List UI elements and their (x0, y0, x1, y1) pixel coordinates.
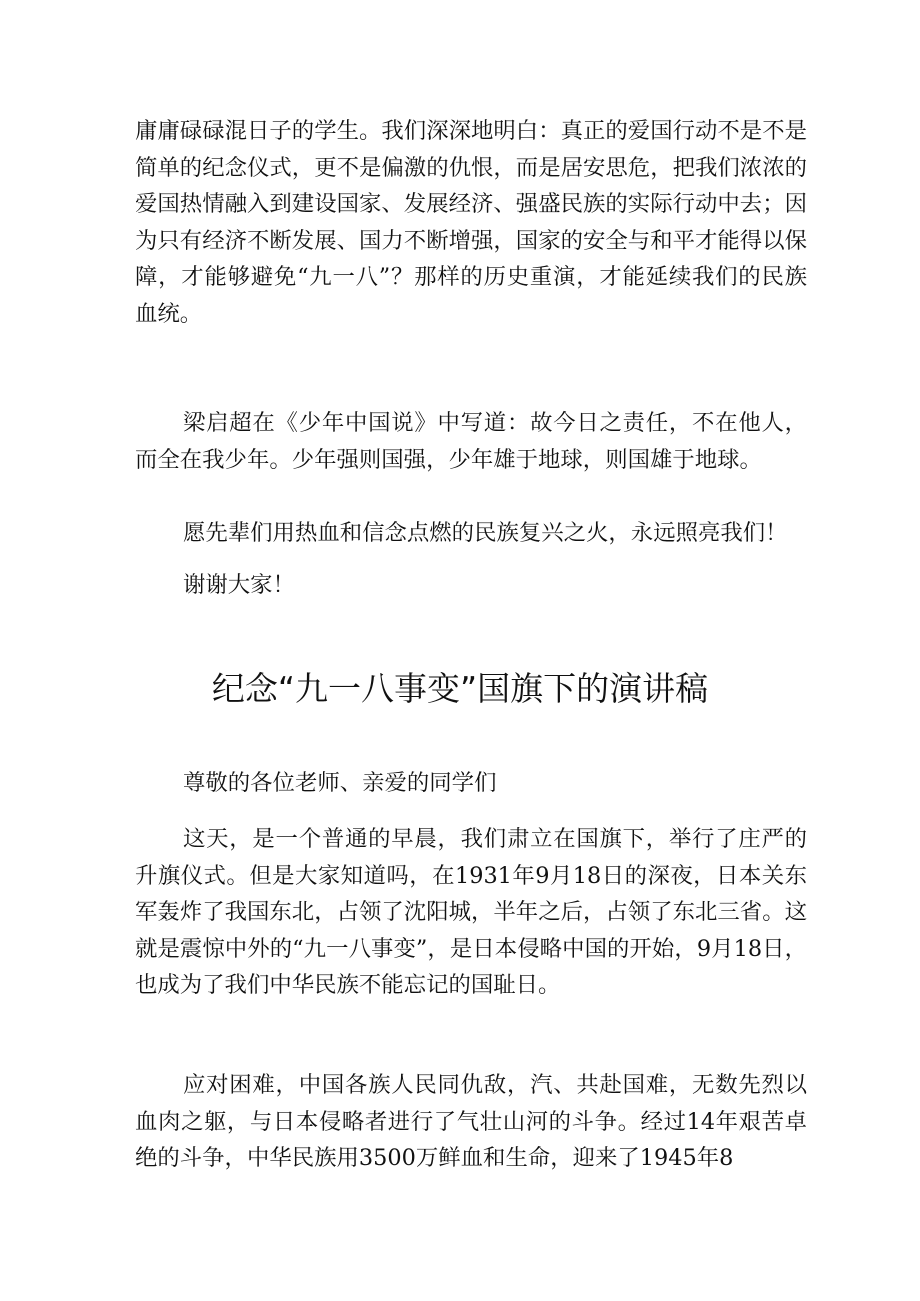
paragraph-history-918: 这天，是一个普通的早晨，我们肃立在国旗下，举行了庄严的升旗仪式。但是大家知道吗，在1931年9月18日的深夜，日本关东军轰炸了我国东北，占领了沈阳城，半年之后，占领了东北三省。这就是震惊中外的“九一八事变”，是日本侵略中国的开始，9月18日，也成为了我们中华民族不能忘记的国耻日。 (135, 826, 807, 999)
paragraph-thanks: 谢谢大家！ (183, 572, 295, 598)
paragraph-liang-qichao-quote: 梁启超在《少年中国说》中写道：故今日之责任，不在他人，而全在我少年。少年强则国强，少年雄于地球，则国雄于地球。 (135, 410, 807, 473)
paragraph-patriotism-action: 庸庸碌碌混日子的学生。我们深深地明白：真正的爱国行动不是不是简单的纪念仪式，更不是偏激的仇恨，而是居安思危，把我们浓浓的爱国热情融入到建设国家、发展经济、强盛民族的实际行动中去；因为只有经济不断发展、国力不断增强，国家的安全与和平才能得以保障，才能够避免“九一八”？那样的历史重演，才能延续我们的民族血统。 (135, 118, 807, 327)
salutation: 尊敬的各位老师、亲爱的同学们 (183, 770, 497, 796)
speech-title: 纪念“九一八事变”国旗下的演讲稿 (211, 669, 709, 708)
paragraph-closing-wish: 愿先辈们用热血和信念点燃的民族复兴之火，永远照亮我们！ (183, 520, 788, 546)
paragraph-resistance: 应对困难，中国各族人民同仇敌，汽、共赴国难，无数先烈以血肉之躯，与日本侵略者进行了气壮山河的斗争。经过14年艰苦卓绝的斗争，中华民族用3500万鲜血和生命，迎来了1945年8 (135, 1072, 807, 1172)
